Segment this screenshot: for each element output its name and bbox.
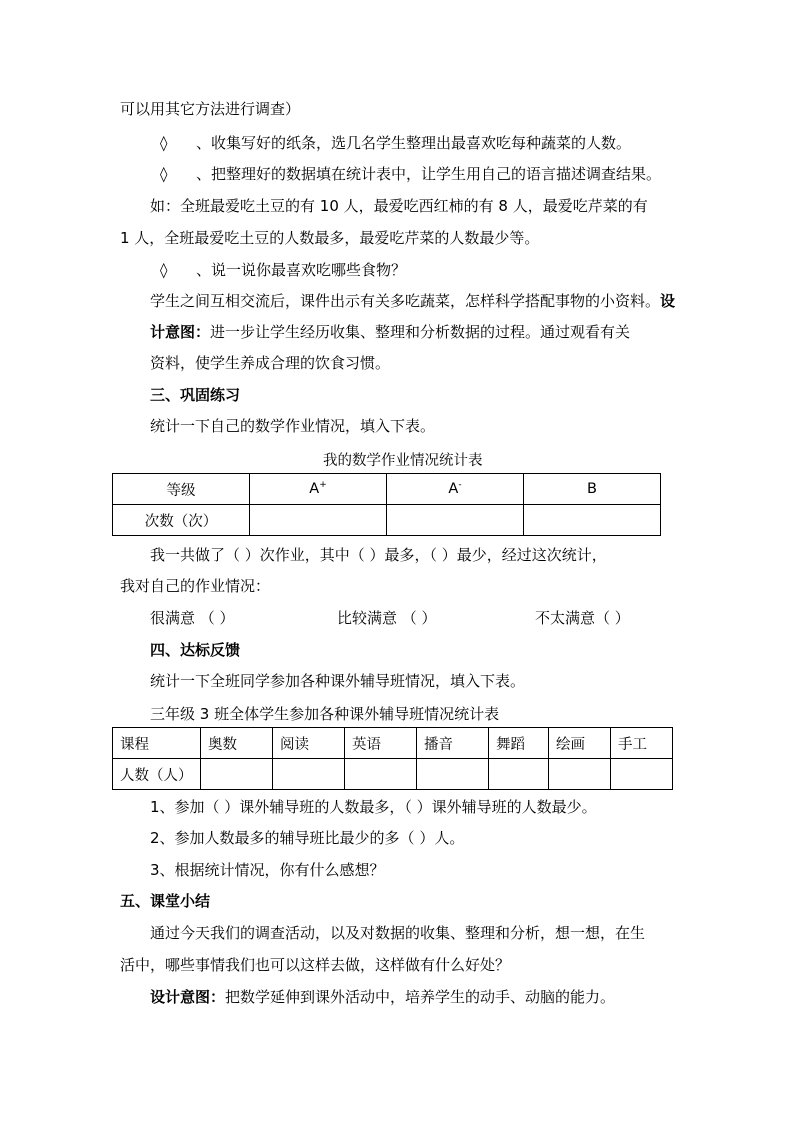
diamond-icon: ◊: [160, 134, 168, 152]
text-line: 可以用其它方法进行调查）: [120, 100, 301, 118]
text-line: ◊ 、说一说你最喜欢吃哪些食物？: [160, 261, 407, 279]
table-cell[interactable]: [524, 505, 661, 536]
table-header-cell: A-: [387, 474, 524, 505]
homework-table: [112, 473, 661, 536]
option-label: 比较满意 （ ）: [337, 609, 437, 627]
text-line: 统计一下自己的数学作业情况，填入下表。: [150, 417, 436, 435]
table-cell[interactable]: [489, 759, 549, 790]
text-line: 如：全班最爱吃土豆的有 10 人，最爱吃西红柿的有 8 人，最爱吃芹菜的有: [150, 197, 648, 215]
text-line: 我对自己的作业情况：: [120, 577, 271, 595]
text-line: 学生之间互相交流后，课件出示有关多吃蔬菜，怎样科学搭配事物的小资料。设: [150, 292, 676, 310]
table-header-cell: 等级: [113, 474, 250, 505]
option-label: 很满意 （ ）: [150, 609, 235, 627]
table-cell[interactable]: [273, 759, 345, 790]
table-cell[interactable]: [611, 759, 673, 790]
text-line: 资料，使学生养成合理的饮食习惯。: [150, 354, 391, 372]
table-cell[interactable]: [345, 759, 417, 790]
diamond-icon: ◊: [160, 165, 168, 183]
table-header-cell: 播音: [417, 728, 489, 759]
table-cell[interactable]: [387, 505, 524, 536]
table-cell[interactable]: [250, 505, 387, 536]
text-line: 1、参加（ ）课外辅导班的人数最多，（ ）课外辅导班的人数最少。: [150, 798, 597, 816]
table-cell[interactable]: [417, 759, 489, 790]
table-header-cell: 奥数: [201, 728, 273, 759]
table-row-label: 次数（次）: [113, 505, 250, 536]
table-header-cell: 手工: [611, 728, 673, 759]
table-title: 我的数学作业情况统计表: [323, 453, 483, 469]
text-line: 2、参加人数最多的辅导班比最少的多（ ）人。: [150, 829, 465, 847]
tutoring-table: [112, 727, 673, 790]
text-line: 设计意图：把数学延伸到课外活动中，培养学生的动手、动脑的能力。: [150, 988, 616, 1006]
section-heading: 五、课堂小结: [120, 892, 211, 910]
table-header-cell: B: [524, 474, 661, 505]
text-line: 统计一下全班同学参加各种课外辅导班情况，填入下表。: [150, 672, 526, 690]
table-row: [113, 474, 661, 505]
table-header-cell: 英语: [345, 728, 417, 759]
table-row: [113, 728, 673, 759]
table-header-cell: 舞蹈: [489, 728, 549, 759]
table-header-cell: 阅读: [273, 728, 345, 759]
table-header-cell: 绘画: [549, 728, 611, 759]
text-line: 计意图：进一步让学生经历收集、整理和分析数据的过程。通过观看有关: [150, 323, 631, 341]
section-heading: 四、达标反馈: [150, 641, 241, 659]
section-heading: 三、巩固练习: [150, 386, 241, 404]
text-line: ◊ 、把整理好的数据填在统计表中，让学生用自己的语言描述调查结果。: [160, 165, 662, 183]
table-header-cell: A+: [250, 474, 387, 505]
text-line: ◊ 、收集写好的纸条，选几名学生整理出最喜欢吃每种蔬菜的人数。: [160, 134, 632, 152]
table-cell[interactable]: [549, 759, 611, 790]
diamond-icon: ◊: [160, 261, 168, 279]
option-label: 不太满意（ ）: [535, 609, 630, 627]
text-line: 通过今天我们的调查活动，以及对数据的收集、整理和分析，想一想，在生: [150, 924, 646, 942]
table-row: [113, 505, 661, 536]
text-line: 活中，哪些事情我们也可以这样去做，这样做有什么好处？: [120, 956, 511, 974]
text-line: 1 人，全班最爱吃土豆的人数最多，最爱吃芹菜的人数最少等。: [120, 229, 540, 247]
text-line: 3、根据统计情况，你有什么感想？: [150, 861, 385, 879]
table-title: 三年级 3 班全体学生参加各种课外辅导班情况统计表: [150, 705, 500, 723]
table-cell[interactable]: [201, 759, 273, 790]
table-row-label: 人数（人）: [113, 759, 201, 790]
text-line: 我一共做了（ ）次作业，其中（ ）最多，（ ）最少，经过这次统计，: [150, 546, 607, 564]
table-row: [113, 759, 673, 790]
table-header-cell: 课程: [113, 728, 201, 759]
